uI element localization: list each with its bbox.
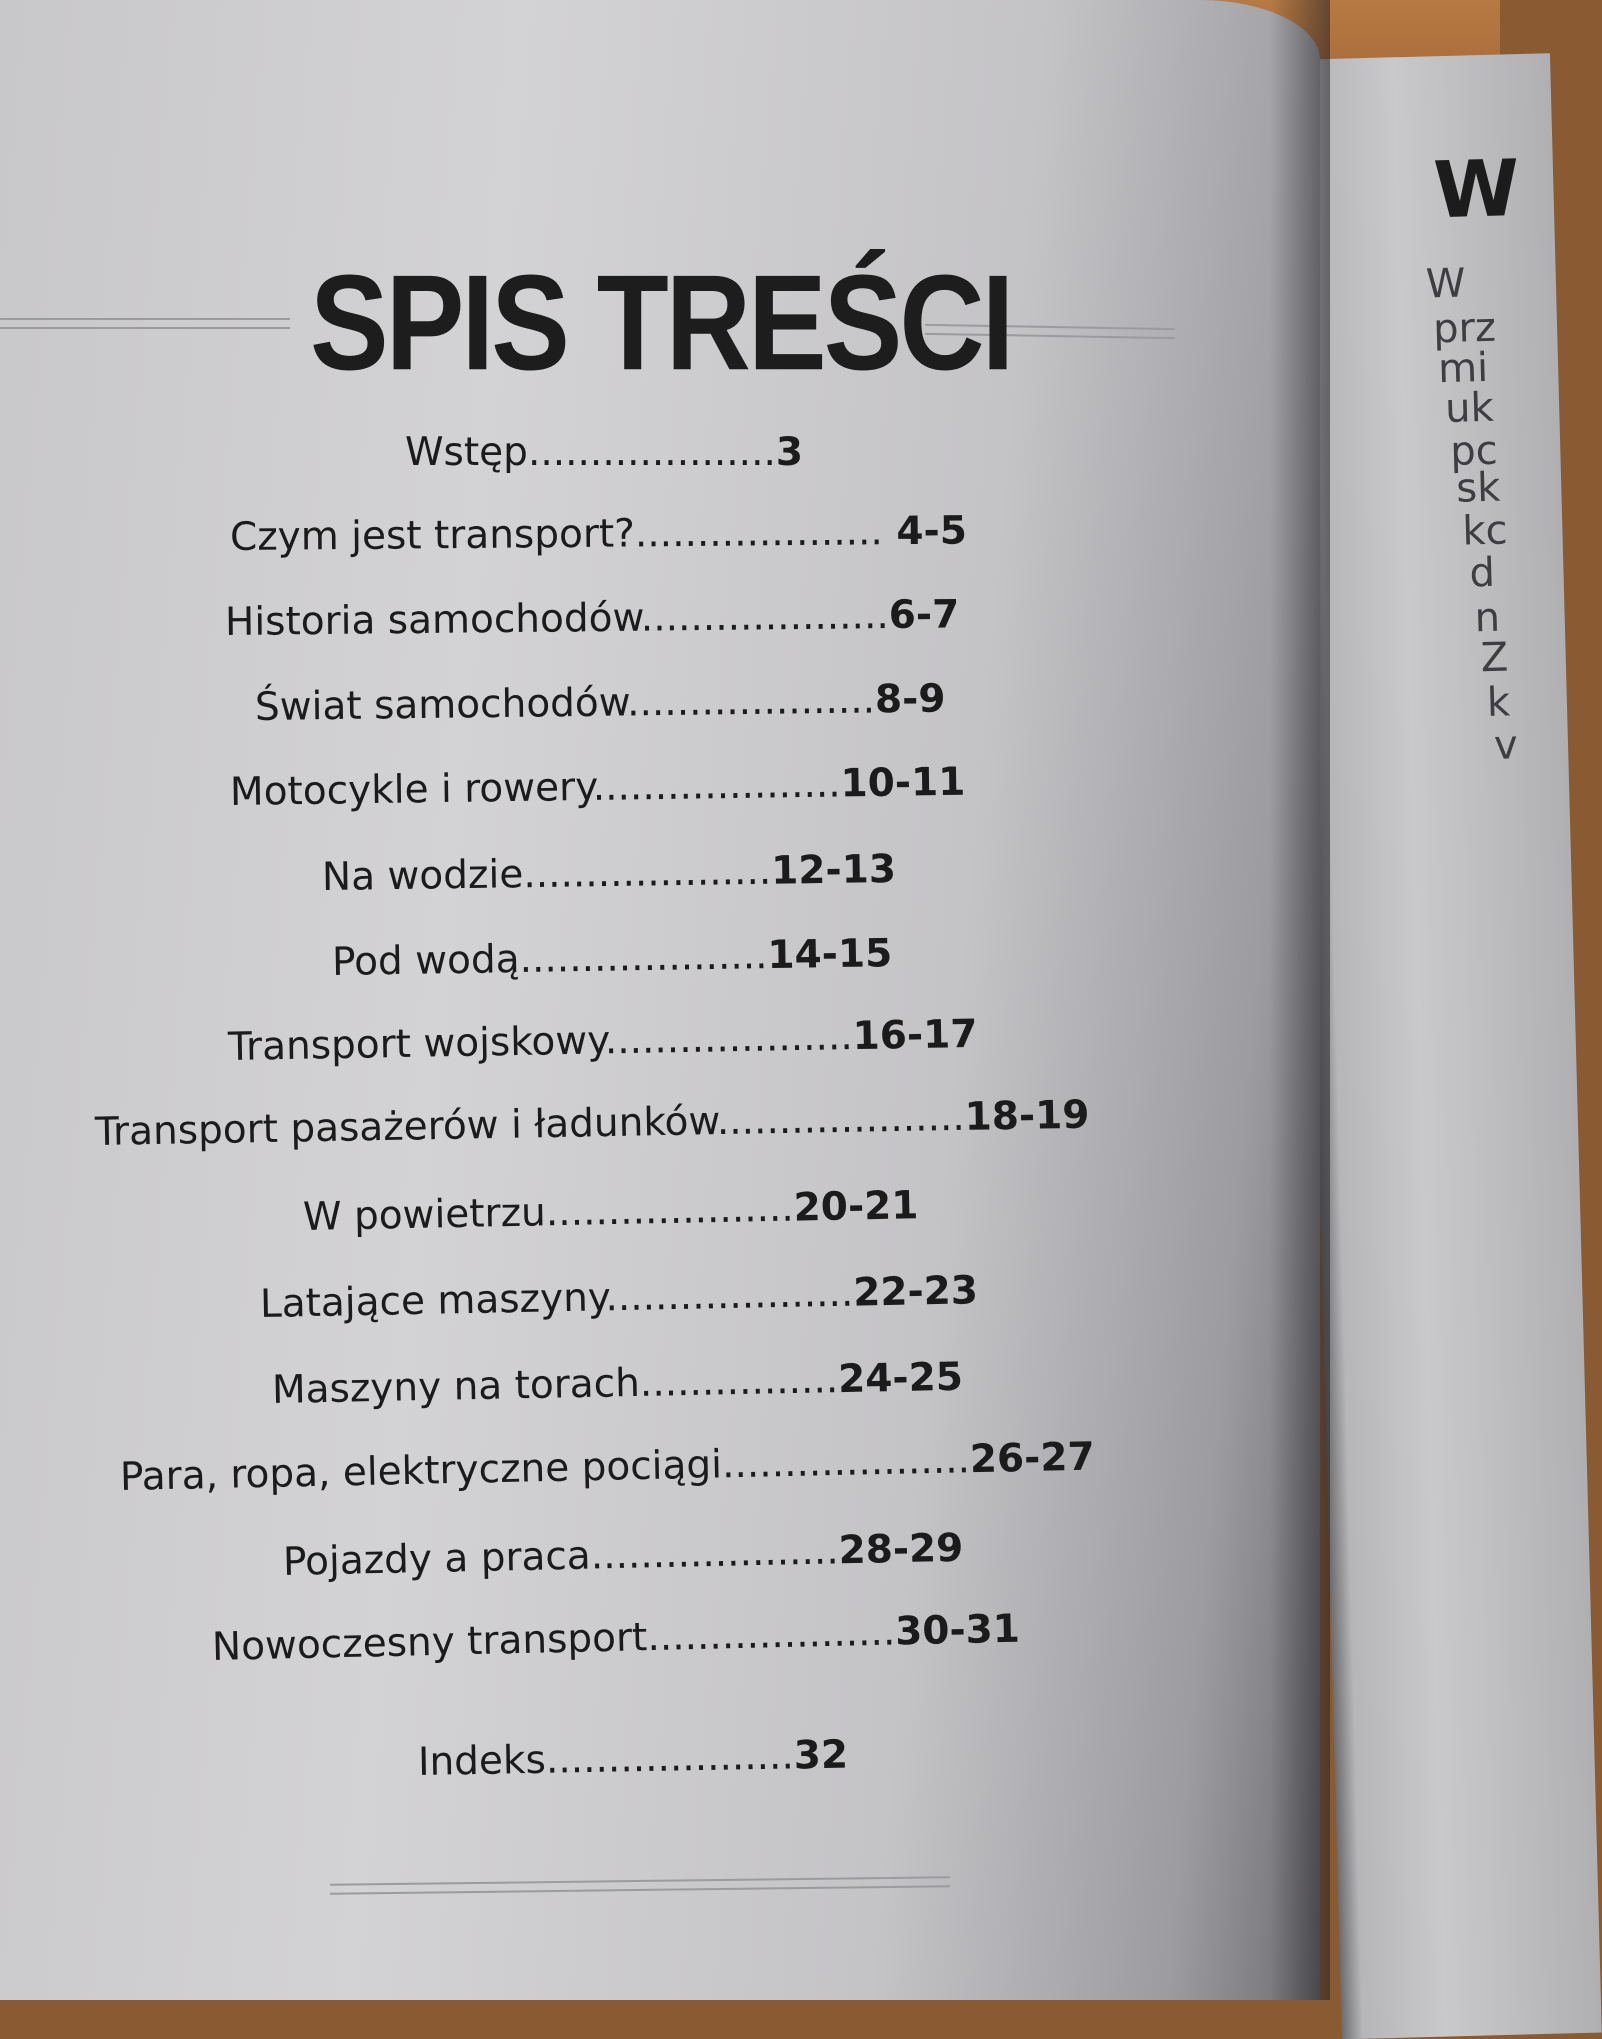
toc-entry-leader: .................... [522, 848, 772, 898]
toc-entry [228, 1012, 978, 1070]
facing-page-fragment: k [1486, 679, 1511, 727]
toc-entry-title: Transport pasażerów i ładunków [94, 1099, 718, 1155]
toc-entry [230, 760, 966, 815]
toc-entry-pages: 24-25 [837, 1354, 964, 1403]
toc-entry-pages: 32 [793, 1732, 849, 1779]
toc-entry [255, 677, 946, 730]
toc-entry-title: Maszyny na torach [271, 1360, 641, 1413]
toc-entry-leader: .................... [634, 509, 884, 557]
toc-entry-title: Historia samochodów [224, 595, 642, 645]
toc-entry-title: Wstęp [405, 430, 528, 475]
toc-entry-title: Pod wodą [331, 937, 520, 985]
toc-entry-title: Nowoczesny transport [211, 1615, 648, 1670]
facing-page-fragment: n [1474, 594, 1501, 642]
toc-entry-pages: 16-17 [852, 1011, 978, 1060]
book-spine-shadow [1270, 0, 1330, 2000]
facing-page-fragment: W [1425, 260, 1467, 308]
toc-entry-pages: 3 [775, 430, 804, 475]
toc-entry-pages: 30-31 [894, 1606, 1021, 1655]
toc-entry-leader: .................... [646, 1609, 896, 1661]
toc-entry [120, 1435, 1096, 1500]
toc-entry-leader: .................... [519, 933, 768, 983]
bottom-rule [330, 1876, 950, 1895]
facing-page-fragment: uk [1444, 384, 1495, 433]
toc-entry-pages: 6-7 [888, 592, 960, 639]
toc-entry [230, 509, 967, 560]
toc-entry-pages: 18-19 [964, 1092, 1090, 1140]
facing-page [1290, 53, 1602, 2039]
toc-entry-pages: 4-5 [882, 508, 968, 555]
toc-entry-title: Pojazdy a praca [282, 1533, 592, 1585]
toc-entry [303, 1183, 919, 1240]
facing-page-fragment: Z [1480, 634, 1509, 682]
toc-entry-leader: .................... [640, 593, 889, 641]
toc-entry-title: Świat samochodów [254, 680, 628, 730]
toc-entry-pages: 20-21 [793, 1183, 919, 1231]
facing-page-fragment: mi [1437, 344, 1489, 393]
facing-page-fragment: prz [1432, 304, 1497, 353]
toc-entry-leader: .................... [545, 1733, 795, 1783]
toc-entry-leader: .................... [592, 761, 841, 810]
toc-entry-title: Motocykle i rowery [229, 764, 593, 815]
facing-page-fragment: sk [1455, 464, 1501, 512]
toc-entry-title: Indeks [417, 1737, 547, 1785]
toc-entry-leader: .................... [626, 677, 876, 726]
facing-page-fragment: kc [1461, 507, 1509, 555]
toc-entry-leader: .................... [721, 1437, 971, 1488]
toc-entry [260, 1268, 979, 1327]
toc-entry-title: Czym jest transport? [229, 511, 636, 560]
toc-entry-title: Na wodzie [321, 852, 524, 900]
toc-entry [95, 1093, 1090, 1155]
toc-entry [418, 1732, 849, 1784]
toc-entry [225, 592, 960, 645]
toc-entry-leader: .................... [590, 1528, 840, 1579]
toc-entry [332, 931, 893, 985]
page-title: SPIS TREŚCI [310, 247, 1012, 400]
heading-rule-left [0, 318, 290, 329]
toc-entry-title: W powietrzu [302, 1190, 547, 1240]
toc-entry-leader: ................ [639, 1357, 839, 1406]
toc-entry-leader: .................... [545, 1185, 795, 1236]
toc-entry [322, 847, 897, 900]
toc-entry-pages: 22-23 [852, 1268, 979, 1316]
toc-entry-pages: 26-27 [969, 1434, 1096, 1483]
toc-entry-pages: 28-29 [838, 1525, 964, 1574]
toc-entry-title: Latające maszyny [259, 1275, 606, 1327]
facing-page-title: W [1432, 144, 1519, 237]
facing-page-fragment: v [1493, 722, 1519, 769]
facing-page-fragment: d [1468, 549, 1496, 597]
toc-entry-leader: .................... [604, 1270, 854, 1321]
toc-entry-leader: .................... [604, 1014, 854, 1064]
toc-entry-pages: 8-9 [874, 676, 946, 723]
toc-entry-pages: 12-13 [770, 846, 897, 894]
facing-page-fragment: pc [1449, 427, 1499, 475]
toc-entry-leader: .................... [527, 430, 776, 475]
toc-entry-leader: .................... [716, 1094, 966, 1145]
toc-entry [272, 1355, 964, 1413]
toc-entry [405, 430, 803, 475]
toc-entry-pages: 10-11 [840, 759, 966, 807]
toc-entry [211, 1607, 1020, 1670]
toc-entry [283, 1526, 964, 1585]
toc-entry-title: Transport wojskowy [227, 1018, 606, 1070]
toc-entry-pages: 14-15 [767, 931, 893, 979]
toc-entry-title: Para, ropa, elektryczne pociągi [119, 1442, 723, 1500]
